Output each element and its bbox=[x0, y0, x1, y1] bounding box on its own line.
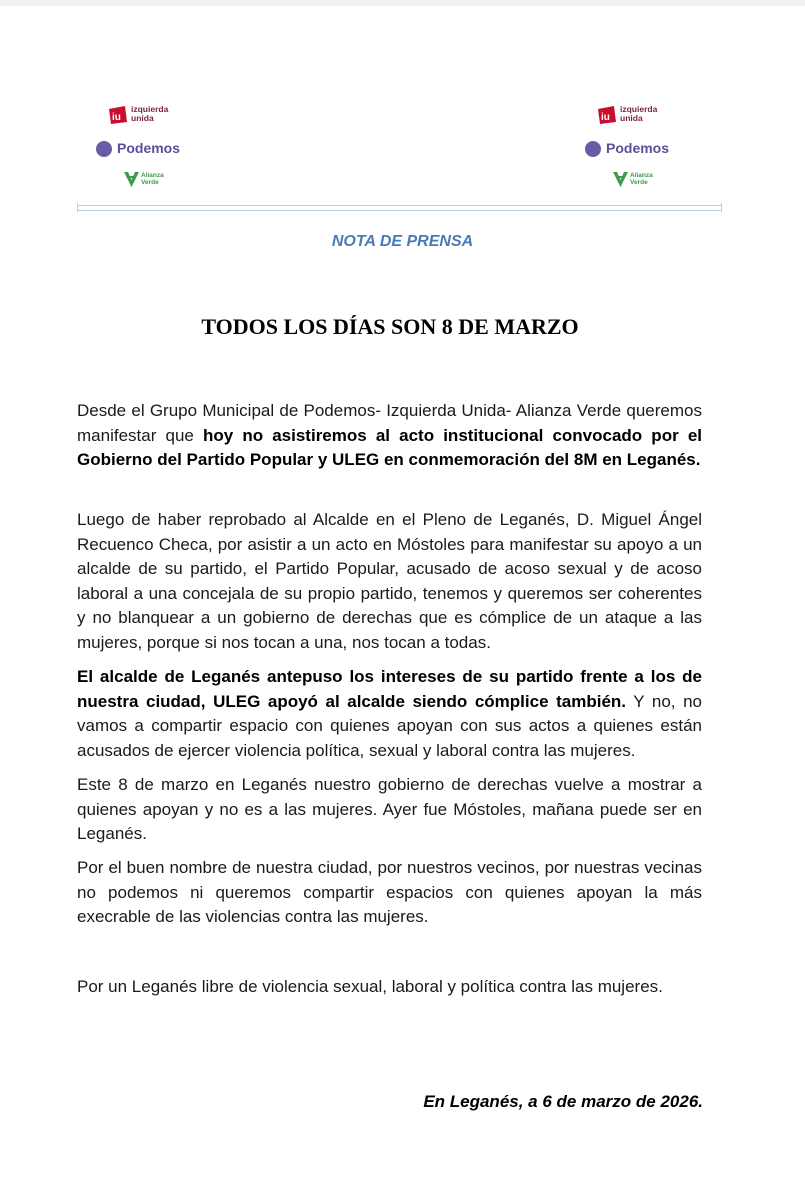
alianza-verde-logo-icon bbox=[612, 170, 629, 188]
alianza-verde-logo-icon bbox=[123, 170, 140, 188]
paragraph-3 bbox=[77, 665, 702, 763]
closing-date-line: En Leganés, a 6 de marzo de 2026. bbox=[423, 1092, 703, 1111]
izquierda-unida-logo-icon bbox=[107, 105, 129, 125]
podemos-wordmark: Podemos bbox=[606, 140, 670, 156]
paragraph-1 bbox=[77, 399, 702, 473]
izquierda-unida-wordmark: izquierda unida bbox=[131, 104, 169, 123]
divider-cap-left bbox=[77, 203, 78, 212]
document-title: TODOS LOS DÍAS SON 8 DE MARZO bbox=[201, 314, 579, 339]
paragraph-6: Por un Leganés libre de violencia sexual, laboral y política contra las mujeres. bbox=[77, 977, 663, 996]
paragraph-1-intro: Desde el Grupo Municipal de Podemos- Izquierda Unida- Alianza Verde queremos manifestar que bbox=[77, 401, 702, 445]
paragraph-1-bold: hoy no asistiremos al acto institucional convocado por el Gobierno del Partido Popular y ULEG en conmemoración del 8M en Leganés. bbox=[77, 425, 702, 469]
press-release-page bbox=[0, 6, 805, 1200]
paragraph-3-rest: Y no, no vamos a compartir espacio con quienes apoyan con sus actos a quienes están acusados de ejercer violencia política, sexual y laboral contra las mujeres. bbox=[77, 691, 703, 760]
letterhead-logos-left bbox=[90, 99, 240, 194]
alianza-verde-wordmark: Alianza Verde bbox=[141, 172, 164, 186]
izquierda-unida-logo-icon bbox=[596, 105, 618, 125]
paragraph-4: Este 8 de marzo en Leganés nuestro gobierno de derechas vuelve a mostrar a quienes apoyan y no es a las mujeres. Ayer fue Móstoles, mañana puede ser en Leganés. bbox=[77, 775, 702, 843]
paragraph-3-bold: El alcalde de Leganés antepuso los intereses de su partido frente a los de nuestra ciudad, ULEG apoyó al alcalde siendo cómplice también. bbox=[77, 667, 702, 711]
podemos-logo-icon bbox=[585, 141, 601, 157]
izquierda-unida-wordmark: izquierda unida bbox=[620, 104, 658, 123]
paragraph-5: Por el buen nombre de nuestra ciudad, por nuestros vecinos, por nuestras vecinas no podemos ni queremos compartir espacios con quienes apoyan la más execrable de las violencias contra las mujeres. bbox=[77, 858, 702, 926]
header-divider bbox=[78, 205, 721, 211]
divider-cap-right bbox=[721, 203, 722, 212]
svg-text:iu: iu bbox=[601, 112, 610, 123]
podemos-wordmark: Podemos bbox=[117, 140, 181, 156]
alianza-verde-wordmark: Alianza Verde bbox=[630, 172, 653, 186]
svg-text:iu: iu bbox=[112, 112, 121, 123]
podemos-logo-icon bbox=[96, 141, 112, 157]
paragraph-2: Luego de haber reprobado al Alcalde en el Pleno de Leganés, D. Miguel Ángel Recuenco Checa, por asistir a un acto en Móstoles para manifestar su apoyo a un alcalde de su partido, el Partido Popular, acusado de acoso sexual y de acoso laboral a una concejala de su propio partido, tenemos y queremos ser coherentes y no blanquear a un gobierno de derechas que es cómplice de un ataque a las mujeres, porque si nos tocan a una, nos tocan a todas. bbox=[77, 510, 702, 652]
nota-de-prensa-label: NOTA DE PRENSA bbox=[331, 233, 474, 250]
letterhead-logos-right bbox=[579, 99, 729, 194]
